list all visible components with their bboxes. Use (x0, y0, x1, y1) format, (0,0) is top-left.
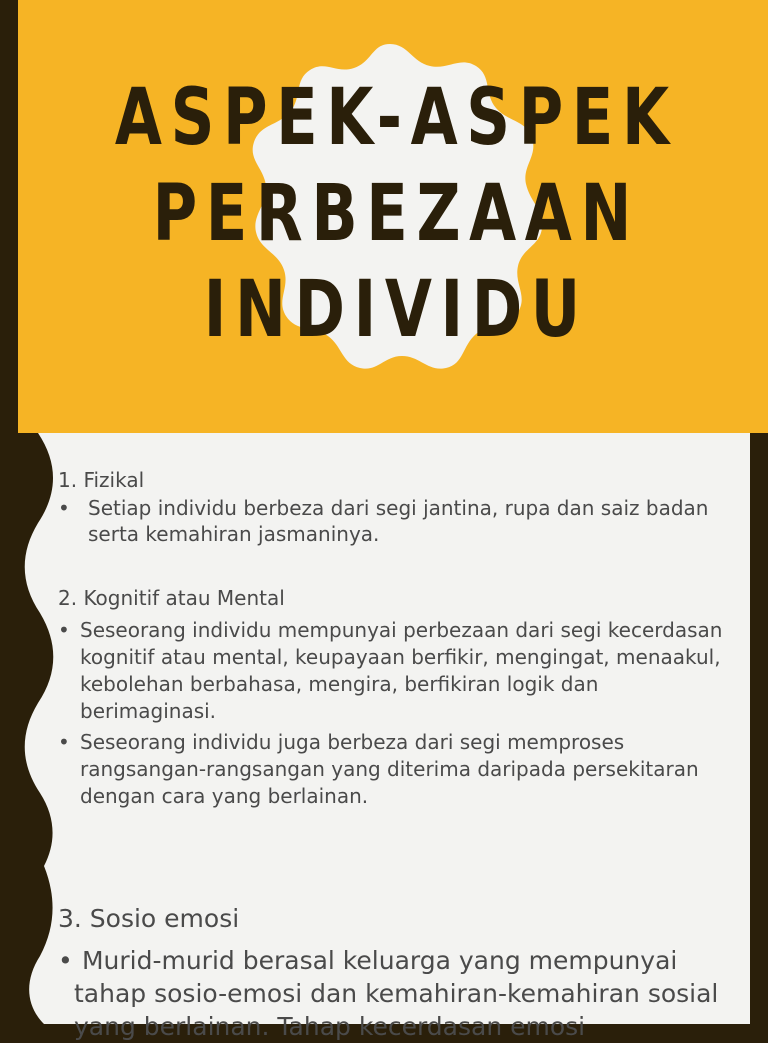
bullet-text (74, 946, 718, 1041)
bullet-icon: • (58, 946, 73, 975)
section-heading-sosio-emosi: 3. Sosio emosi (58, 904, 240, 933)
bullet-text-content: Murid-murid berasal keluarga yang mempunyai tahap sosio-emosi dan kemahiran-kemahiran sosial yang berlainan. Tahap kecerdasan emosi (74, 946, 719, 1041)
section-heading-fizikal: 1. Fizikal (58, 468, 145, 492)
bullet-icon: • (58, 496, 70, 520)
bullet-text: Seseorang individu mempunyai perbezaan dari segi kecerdasan kognitif atau mental, keupayaan berfikir, mengingat, menaakul, kebolehan berbahasa, mengira, berfikiran logik dan berimaginasi. (80, 618, 723, 723)
title-line-1: ASPEK-ASPEK (114, 73, 678, 163)
wavy-left-border (0, 433, 60, 866)
section-heading-kognitif: 2. Kognitif atau Mental (58, 586, 285, 610)
bullet-icon: • (58, 730, 70, 754)
title-line-2: PERBEZAAN (152, 169, 640, 259)
left-accent-bar (0, 0, 18, 433)
bullet-text: Seseorang individu juga berbeza dari segi memproses rangsangan-rangsangan yang diterima daripada persekitaran dengan cara yang berlainan. (80, 730, 699, 808)
bullet-item (58, 617, 728, 725)
content-body (58, 467, 728, 810)
content-slide-1 (0, 433, 768, 866)
title-slide (0, 0, 768, 433)
slide-title (104, 70, 689, 358)
content-body (58, 904, 738, 1043)
bullet-item (58, 944, 738, 1043)
bullet-text: Setiap individu berbeza dari segi jantina, rupa dan saiz badan serta kemahiran jasmaninya. (88, 496, 709, 546)
bullet-item (58, 729, 728, 810)
bullet-icon: • (58, 618, 70, 642)
bullet-item (58, 495, 728, 547)
content-slide-2 (0, 866, 768, 1041)
wavy-left-border (0, 866, 60, 1024)
title-line-3: INDIVIDU (203, 265, 589, 355)
